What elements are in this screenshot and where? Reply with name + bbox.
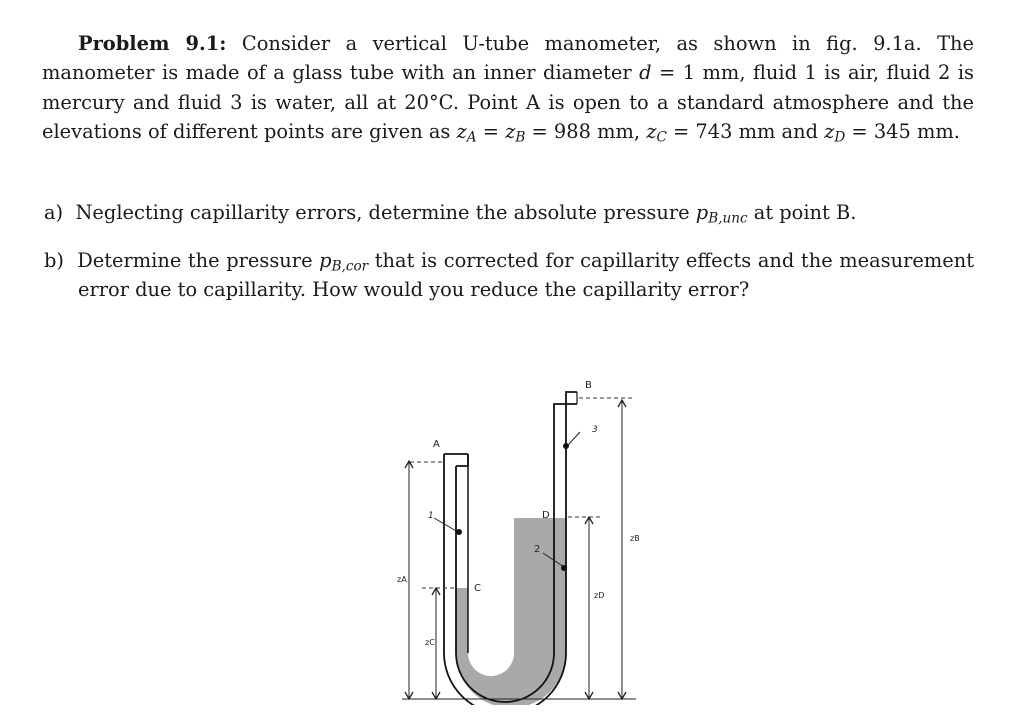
fluid-3-marker — [563, 443, 569, 449]
part-b: b) Determine the pressure $p_{B,cor}$ that is corrected for capillarity effects and the measurement error due to capillarity. How would you reduce the capillarity error? — [44, 249, 975, 302]
label-zc: zC — [425, 638, 435, 647]
mercury-fill — [456, 518, 566, 705]
label-zb: zB — [630, 534, 640, 543]
fluid-2-marker — [561, 565, 567, 571]
label-d: D — [542, 510, 550, 521]
part-a-marker: a) — [44, 201, 64, 224]
label-b: B — [585, 380, 592, 391]
problem-label: Problem 9.1: — [78, 32, 227, 55]
part-b-marker: b) — [44, 249, 64, 272]
leader-3 — [568, 432, 580, 445]
label-a: A — [433, 439, 440, 450]
problem-statement: Problem 9.1: Consider a vertical U-tube manometer, as shown in fig. 9.1a. The manometer is made of a glass tube with an inner diameter d = 1 mm, fluid 1 is air, fluid 2 is mercury and fluid 3 is water, all at 20°C. Point A is open to a standard atmosphere and the elevations of different points are given as $z_A = z_B = 988$ mm, $z_C = 743$ mm and $z_D = 345$ mm. — [42, 32, 974, 146]
u-tube-manometer-figure — [380, 370, 660, 705]
label-za: zA — [397, 575, 407, 584]
tube-inner-left-cap — [456, 454, 468, 466]
label-c: C — [474, 583, 481, 594]
label-2: 2 — [534, 544, 541, 555]
part-a: a) Neglecting capillarity errors, determine the absolute pressure $p_{B,unc}$ at point B. — [44, 201, 857, 227]
leader-1 — [434, 518, 458, 532]
label-zd: zD — [594, 591, 605, 600]
label-3: 3 — [592, 425, 598, 435]
fluid-1-marker — [456, 529, 462, 535]
label-1: 1 — [428, 511, 434, 521]
